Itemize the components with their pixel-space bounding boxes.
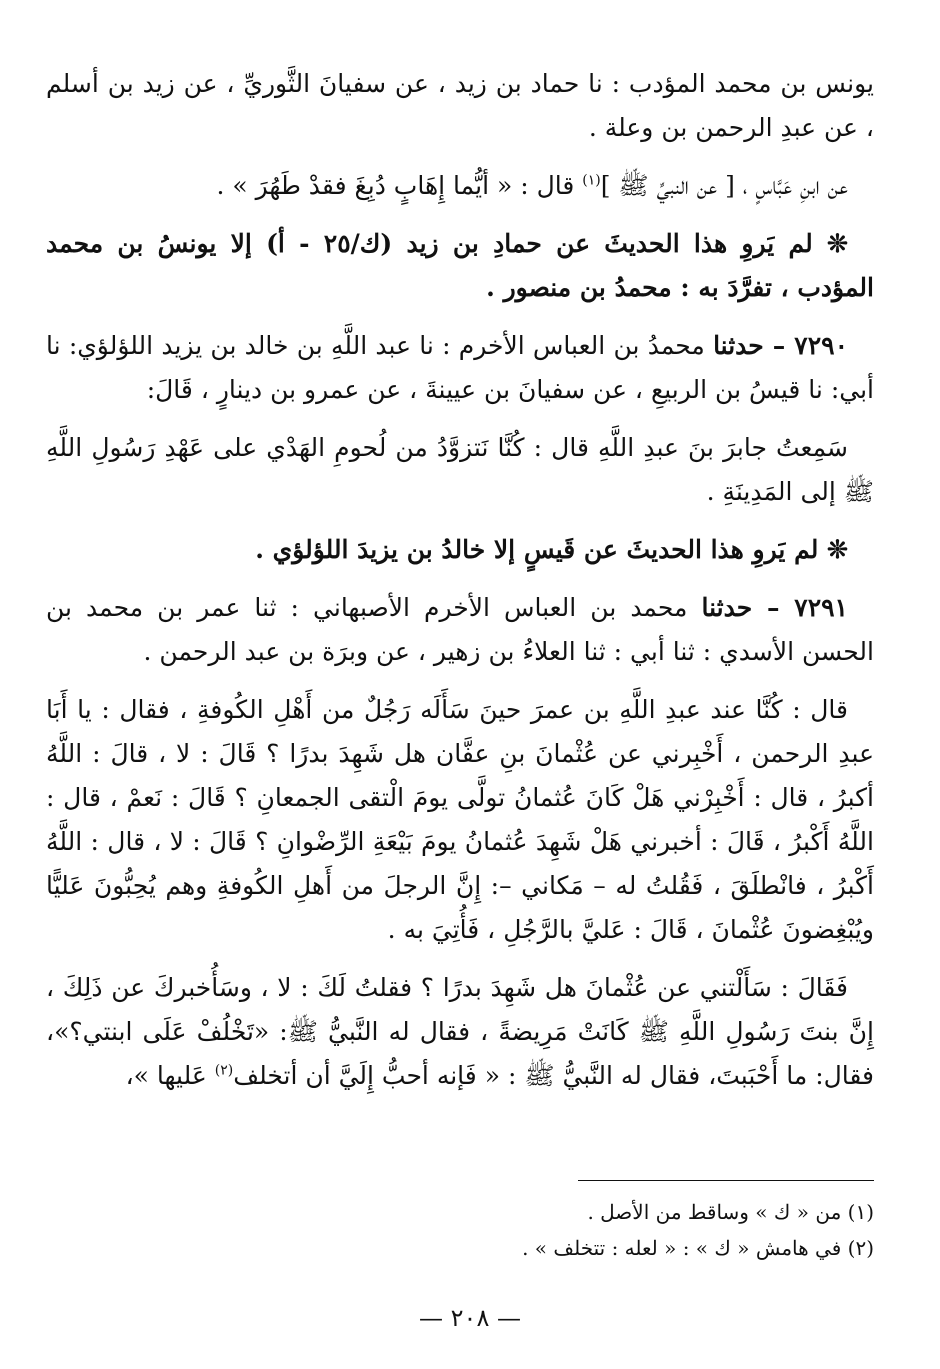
hadith-isnad-text: محمد بن العباس الأخرم الأصبهاني : ثنا عمر بن محمد بن الحسن الأسدي : ثنا أبي : ثنا العلاءُ بن زهير ، عن وبرَة بن عبد الرحمن . bbox=[46, 593, 874, 666]
paragraph-text: يونس بن محمد المؤدب : نا حماد بن زيد ، عن سفيانَ الثَّوريِّ ، عن زيد بن أسلم ، عن عبدِ الرحمن بن وعلة . bbox=[46, 69, 874, 142]
asterism-marker: ❊ bbox=[827, 535, 848, 564]
hadith-lead-word: حدثنا bbox=[701, 593, 753, 622]
hadith-number-dash: – bbox=[763, 331, 795, 360]
paragraph-isnad-continuation bbox=[46, 62, 874, 150]
paragraph-text-continued: قال : « أيُّما إِهَابٍ دُبِغَ فقدْ طَهُرَ » . bbox=[216, 171, 583, 200]
hadith-entry-7290 bbox=[46, 324, 874, 412]
paragraph-narrative-continued bbox=[46, 966, 874, 1098]
hadith-lead-word: حدثنا bbox=[713, 331, 764, 360]
footnotes bbox=[46, 1194, 874, 1266]
paragraph-text: قال : كُنَّا عند عبدِ اللَّهِ بن عمرَ حينَ سَأَلَه رَجُلٌ من أَهْلِ الكُوفةِ ، فقال : يا أَبَا عبدِ الرحمن ، أَخْبِرني عن عُثْمانَ بنِ عفَّان هل شَهِدَ بدرًا ؟ قَالَ : لا ، قالَ : اللَّهُ أكبرُ ، قال : أَخْبِرْني هَلْ كَانَ عُثمانُ تولَّى يومَ الْتقى الجمعانِ ؟ قَالَ : نَعمْ ، قال : اللَّهُ أَكْبرُ ، قَالَ : أخبرني هَلْ شَهِدَ عُثمانُ يومَ بَيْعَةِ الرِّضْوانِ ؟ قَالَ : لا ، قال : اللَّهُ أَكْبرُ ، فانْطلَقَ ، فَقُلتُ له – مَكاني –: إِنَّ الرجلَ من أَهلِ الكُوفةِ وهم يُحِبُّونَ عَليًّا ويُبْغِضونَ عُثْمانَ ، قَالَ : عَليَّ بالرَّجُلِ ، فَأُتِيَ به . bbox=[46, 695, 874, 944]
asterism-marker: ❊ bbox=[827, 229, 848, 258]
paragraph-text: فَقَالَ : سَأَلْتني عن عُثْمانَ هل شَهِدَ بدرًا ؟ فقلتُ لَكَ : لا ، وسَأُخبركَ عن ذَلِكَ ، إِنَّ بنتَ رَسُولِ اللَّهِ ﷺ كَانَتْ مَرِيضةً ، فقال له النَّبيُّ ﷺ: «تَخْلُفْ عَلَى ابنتي؟»، فقال: ما أَحْبَبتَ، فقال له النَّبيُّ ﷺ : « فَإنه أحبُّ إِلَيَّ أن أتخلف bbox=[46, 973, 874, 1090]
paragraph-commentary-1 bbox=[46, 222, 874, 310]
page-number: — ٢٠٨ — bbox=[419, 1304, 521, 1332]
footnote-separator bbox=[578, 1180, 874, 1181]
hadith-isnad-text: محمدُ بن العباس الأخرم : نا عبد اللَّهِ بن خالد بن يزيد اللؤلؤي: نا أبي: نا قيسُ بن الربيعِ ، عن سفيانَ بن عيينةَ ، عن عمرو بن دينارٍ ، قَالَ: bbox=[46, 331, 874, 404]
hadith-number: ٧٢٩١ bbox=[794, 593, 848, 622]
paragraph-hadith-text bbox=[46, 164, 874, 208]
paragraph-text: سَمِعتُ جابرَ بنَ عبدِ اللَّهِ قال : كُنَّا نَتزوَّدُ من لُحومِ الهَدْي على عَهْدِ رَسُولِ اللَّهِ ﷺ إلى المَدِينَةِ . bbox=[46, 433, 874, 506]
paragraph-narrative bbox=[46, 688, 874, 952]
commentary-text: لم يَروِ هذا الحديثَ عن قَيسٍ إلا خالدُ بن يزيدَ اللؤلؤي . bbox=[255, 535, 828, 564]
paragraph-commentary-2 bbox=[46, 528, 874, 572]
paragraph-text-continued: عَليها »، bbox=[125, 1061, 215, 1090]
hadith-entry-7291 bbox=[46, 586, 874, 674]
footnote-1: (١) من « ك » وساقط من الأصل . bbox=[587, 1200, 874, 1224]
footnote-2: (٢) في هامش « ك » : « لعله : تتخلف » . bbox=[522, 1236, 874, 1260]
paragraph-text: عن ابنِ عَبَّاسٍ ، [ عن النبيِّ ﷺ ] bbox=[600, 171, 848, 200]
paragraph-hadith-matn bbox=[46, 426, 874, 514]
commentary-text: لم يَروِ هذا الحديثَ عن حمادِ بن زيد (ك/٢٥ - أ) إلا يونسُ بن محمد المؤدب ، تفرَّدَ به : محمدُ بن منصور . bbox=[46, 229, 874, 302]
hadith-number: ٧٢٩٠ bbox=[794, 331, 848, 360]
footnote-reference-2[interactable]: (٢) bbox=[214, 1062, 234, 1079]
hadith-number-dash: – bbox=[752, 593, 795, 622]
footnote-reference-1[interactable]: (١) bbox=[582, 172, 601, 189]
